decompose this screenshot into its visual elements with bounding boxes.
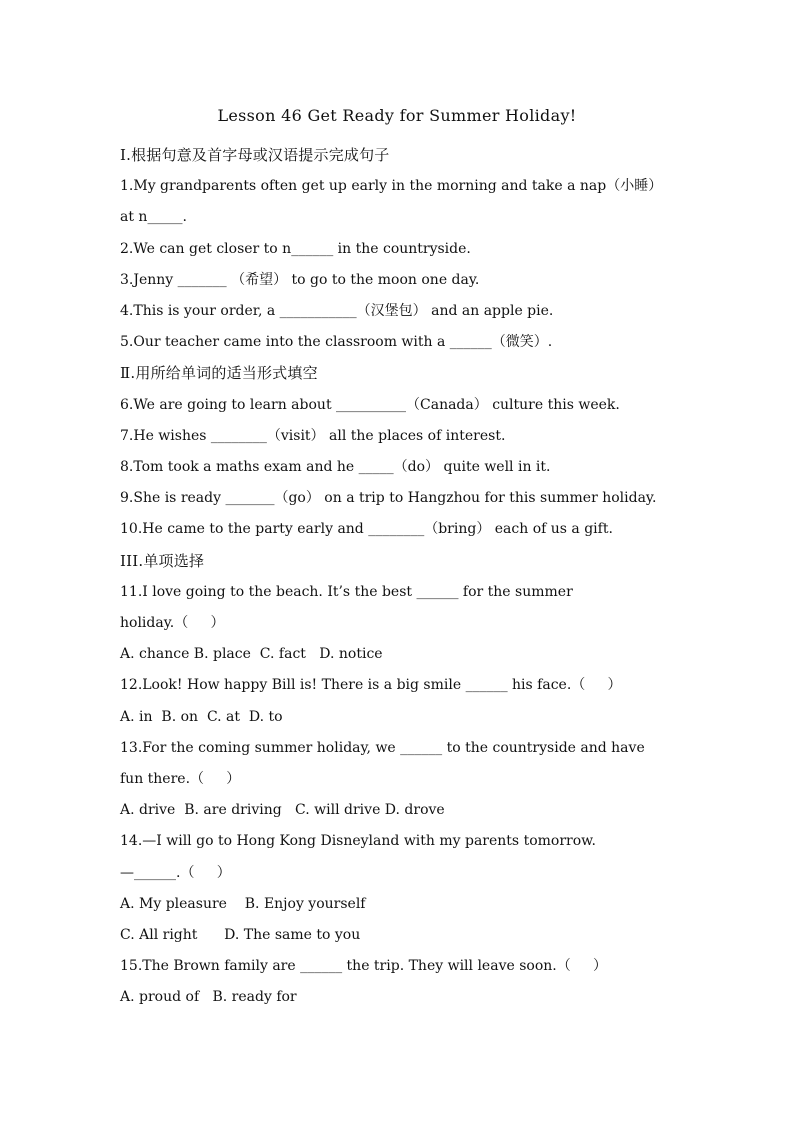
question-line: holiday.（ ） [120, 615, 225, 631]
question-line: 3.Jenny _______ （希望） to go to the moon one day. [120, 271, 480, 288]
question-line: 11.I love going to the beach. It’s the best ______ for the summer [120, 583, 573, 600]
question-line: 10.He came to the party early and ________（bring） each of us a gift. [120, 521, 613, 538]
section-heading: Ⅰ.根据句意及首字母或汉语提示完成句子 [120, 146, 390, 164]
question-line: 6.We are going to learn about __________（Canada） culture this week. [120, 396, 620, 413]
question-line: A. chance B. place C. fact D. notice [120, 646, 383, 663]
question-line: 13.For the coming summer holiday, we ______ to the countryside and have [120, 739, 645, 756]
question-line: A. drive B. are driving C. will drive D. drove [120, 802, 445, 819]
question-line: 14.—I will go to Hong Kong Disneyland with my parents tomorrow. [120, 833, 596, 850]
question-line: 2.We can get closer to n______ in the countryside. [120, 240, 471, 257]
question-line: A. in B. on C. at D. to [120, 708, 283, 725]
question-line: A. proud of B. ready for [120, 989, 297, 1006]
question-line: 12.Look! How happy Bill is! There is a big smile ______ his face.（ ） [120, 677, 622, 694]
question-line: A. My pleasure B. Enjoy yourself [120, 895, 366, 912]
question-line: 4.This is your order, a ___________（汉堡包） and an apple pie. [120, 303, 554, 319]
question-line: 8.Tom took a maths exam and he _____（do） quite well in it. [120, 459, 551, 475]
question-line: C. All right D. The same to you [120, 927, 361, 943]
question-line: at n_____. [120, 209, 187, 226]
question-line: 5.Our teacher came into the classroom with a ______（微笑）. [120, 334, 553, 351]
question-line: 7.He wishes ________（visit） all the places of interest. [120, 427, 506, 444]
question-line: 9.She is ready _______（go） on a trip to Hangzhou for this summer holiday. [120, 490, 657, 507]
question-line: fun there.（ ） [120, 771, 241, 787]
section-heading: Ⅱ.用所给单词的适当形式填空 [120, 364, 318, 383]
question-line: —______.（ ） [120, 864, 231, 881]
page-title: Lesson 46 Get Ready for Summer Holiday! [217, 106, 577, 125]
question-line: 15.The Brown family are ______ the trip. They will leave soon.（ ） [120, 958, 607, 975]
section-heading: III.单项选择 [120, 551, 205, 570]
question-line: 1.My grandparents often get up early in the morning and take a nap（小睡） [120, 178, 663, 195]
